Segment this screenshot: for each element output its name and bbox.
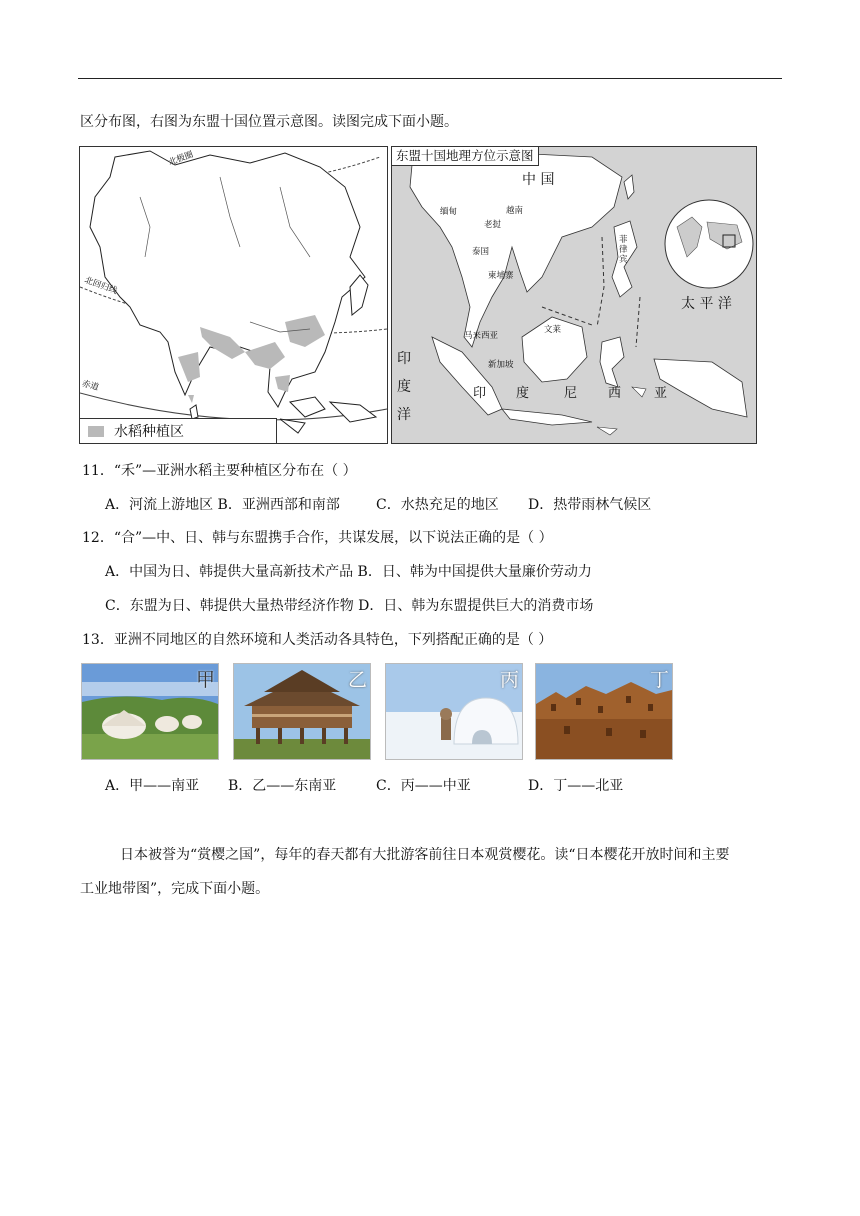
map-legend bbox=[80, 418, 277, 443]
q13-option-a: A．甲——南亚 bbox=[105, 778, 200, 794]
label-indonesia-2: 度 bbox=[516, 386, 530, 401]
photo-label-ding: 丁 bbox=[649, 669, 669, 691]
label-brunei: 文莱 bbox=[544, 325, 562, 335]
rice-swatch bbox=[88, 426, 104, 437]
asean-map-title: 东盟十国地理方位示意图 bbox=[392, 147, 539, 166]
equator-label: 赤道 bbox=[80, 378, 100, 393]
label-vietnam: 越南 bbox=[506, 206, 524, 216]
photo-label-jia: 甲 bbox=[195, 669, 215, 691]
asean-map bbox=[391, 146, 757, 444]
q12-option-ab: A．中国为日、韩提供大量高新技术产品 B．日、韩为中国提供大量廉价劳动力 bbox=[105, 564, 592, 580]
q13-option-b: B．乙——东南亚 bbox=[228, 778, 337, 794]
label-malaysia: 马来西亚 bbox=[464, 331, 499, 341]
asia-rice-map bbox=[79, 146, 388, 444]
label-laos: 老挝 bbox=[484, 220, 502, 230]
label-cambodia: 柬埔寨 bbox=[488, 271, 514, 281]
q11-option-ab: A．河流上游地区 B．亚洲西部和南部 bbox=[105, 497, 340, 513]
label-indian-ocean: 印度洋 bbox=[397, 351, 411, 423]
q12-option-cd: C．东盟为日、韩提供大量热带经济作物 D．日、韩为东盟提供巨大的消费市场 bbox=[105, 598, 594, 614]
q13-option-d: D．丁——北亚 bbox=[528, 778, 624, 794]
label-indonesia-5: 亚 bbox=[654, 386, 668, 401]
label-pacific: 太 平 洋 bbox=[681, 296, 732, 312]
label-philippines: 菲律宾 bbox=[619, 235, 628, 265]
passage-line-2: 工业地带图”，完成下面小题。 bbox=[80, 881, 270, 897]
passage-line-1: 日本被誉为“赏樱之国”，每年的春天都有大批游客前往日本观赏樱花。读“日本樱花开放时间和主要 bbox=[120, 847, 730, 863]
tropic-label: 北回归线 bbox=[82, 275, 119, 297]
legend-label: 水稻种植区 bbox=[114, 424, 184, 440]
label-indonesia-4: 西 bbox=[608, 386, 622, 401]
photo-bing-igloo bbox=[385, 663, 523, 760]
photo-label-bing: 丙 bbox=[499, 669, 519, 691]
question-13-stem: 13．亚洲不同地区的自然环境和人类活动各具特色，下列搭配正确的是（ ） bbox=[82, 632, 553, 648]
label-myanmar: 缅甸 bbox=[440, 207, 458, 217]
question-11-stem: 11．“禾”—亚洲水稻主要种植区分布在（ ） bbox=[82, 463, 357, 479]
q13-option-c: C．丙——中亚 bbox=[376, 778, 471, 794]
label-indonesia-3: 尼 bbox=[564, 386, 578, 401]
photo-yi-stilt-house bbox=[233, 663, 371, 760]
intro-text: 区分布图，右图为东盟十国位置示意图。读图完成下面小题。 bbox=[80, 114, 458, 130]
q11-option-d: D．热带雨林气候区 bbox=[528, 497, 652, 513]
photo-label-yi: 乙 bbox=[347, 669, 367, 691]
photo-jia-yurts bbox=[81, 663, 219, 760]
label-thailand: 泰国 bbox=[472, 247, 490, 257]
label-singapore: 新加坡 bbox=[488, 360, 514, 370]
label-china: 中 国 bbox=[522, 172, 555, 188]
asia-map-graphic bbox=[80, 147, 387, 443]
q11-option-c: C．水热充足的地区 bbox=[376, 497, 499, 513]
label-indonesia-1: 印 bbox=[473, 386, 487, 401]
photo-ding-mud-city bbox=[535, 663, 673, 760]
question-12-stem: 12．“合”—中、日、韩与东盟携手合作，共谋发展，以下说法正确的是（ ） bbox=[82, 530, 553, 546]
arctic-circle-label: 北极圈 bbox=[167, 149, 195, 169]
header-rule bbox=[78, 78, 782, 79]
